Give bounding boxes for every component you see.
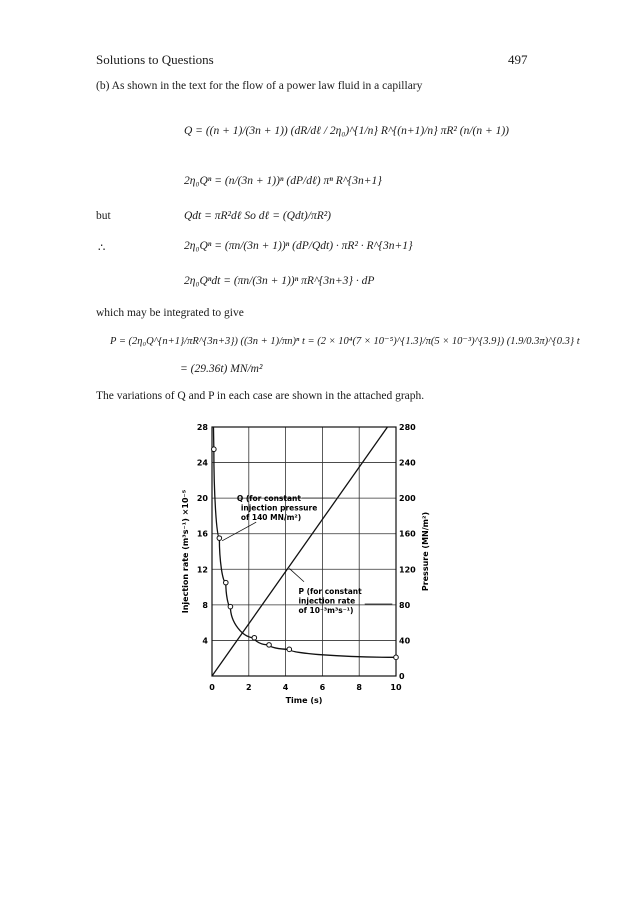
y-left-tick-label: 12 xyxy=(196,565,208,575)
y-left-tick-label: 24 xyxy=(196,458,208,468)
series-q-point xyxy=(394,655,399,660)
series-q-point xyxy=(287,647,292,652)
but-label: but xyxy=(96,210,111,222)
series-p-line xyxy=(212,427,387,676)
x-axis-title: Time (s) xyxy=(285,696,323,705)
series-q-line xyxy=(213,427,396,657)
y-right-axis-title: Pressure (MN/m²) xyxy=(421,511,430,592)
series-q-annotation: injection pressure xyxy=(240,503,318,513)
x-tick-label: 2 xyxy=(246,683,252,692)
series-p-annotation: P (for constant xyxy=(298,587,362,597)
equation-7: = (29.36t) MN/m² xyxy=(180,363,263,375)
series-q-annotation: of 140 MN/m²) xyxy=(240,513,302,523)
intro-text: (b) As shown in the text for the flow of a power law fluid in a capillary xyxy=(96,80,423,92)
series-q-point xyxy=(224,580,229,585)
y-right-tick-label: 40 xyxy=(399,636,411,646)
integrate-text: which may be integrated to give xyxy=(96,307,244,319)
equation-2: 2η₀Qⁿ = (n/(3n + 1))ⁿ (dP/dℓ) πⁿ R^{3n+1} xyxy=(184,175,382,187)
y-left-axis-title: Injection rate (m³s⁻¹) ×10⁻⁵ xyxy=(181,489,190,614)
equation-6: P = (2η₀Q^{n+1}/πR^{3n+3}) ((3n + 1)/πn)ⁿ t = (2 × 10⁴(7 × 10⁻⁵)^{1.3}/π(5 × 10⁻³)^{3.9}) (1.9/0.3π)^{0.3} t xyxy=(110,336,580,347)
series-q-point xyxy=(212,447,217,452)
x-tick-label: 4 xyxy=(282,683,289,692)
series-q-annotation: Q (for constant xyxy=(236,494,301,504)
y-right-tick-label: 80 xyxy=(399,600,411,610)
y-left-tick-label: 4 xyxy=(202,636,208,646)
x-tick-label: 10 xyxy=(390,683,402,692)
y-right-tick-label: 200 xyxy=(399,494,416,504)
x-tick-label: 0 xyxy=(209,683,215,692)
y-right-tick-label: 160 xyxy=(399,529,416,539)
y-right-tick-label: 280 xyxy=(399,423,416,432)
series-q-point xyxy=(267,643,272,648)
y-right-tick-label: 120 xyxy=(399,565,416,575)
series-q-point xyxy=(252,635,257,640)
equation-1: Q = ((n + 1)/(3n + 1)) (dR/dℓ / 2η₀)^{1/n} R^{(n+1)/n} πR² (n/(n + 1)) xyxy=(184,125,510,137)
series-p-annotation: injection rate xyxy=(298,596,356,606)
x-tick-label: 8 xyxy=(356,683,362,692)
y-right-tick-label: 240 xyxy=(399,458,416,468)
equation-4: 2η₀Qⁿ = (πn/(3n + 1))ⁿ (dP/Qdt) · πR² · R^{3n+1} xyxy=(184,240,413,252)
y-left-tick-label: 20 xyxy=(196,494,208,504)
y-left-tick-label: 8 xyxy=(202,600,208,610)
series-q-leader xyxy=(222,522,256,541)
therefore-symbol: ∴ xyxy=(98,242,106,254)
x-tick-label: 6 xyxy=(319,683,326,692)
equation-5: 2η₀Qⁿdt = (πn/(3n + 1))ⁿ πR^{3n+3} · dP xyxy=(184,275,375,287)
series-q-point xyxy=(228,604,233,609)
plot-frame xyxy=(212,427,396,676)
y-right-tick-label: 0 xyxy=(399,672,405,681)
series-p-leader xyxy=(289,568,304,581)
y-left-tick-label: 16 xyxy=(196,529,208,539)
series-p-annotation: of 10⁻³m³s⁻¹) xyxy=(298,606,354,616)
variations-text: The variations of Q and P in each case are shown in the attached graph. xyxy=(96,390,425,402)
y-left-tick-label: 28 xyxy=(196,423,208,432)
equation-3: Qdt = πR²dℓ So dℓ = (Qdt)/πR²) xyxy=(184,210,332,222)
page-number: 497 xyxy=(508,52,528,67)
series-q-point xyxy=(217,536,222,541)
running-header: Solutions to Questions xyxy=(96,52,214,67)
